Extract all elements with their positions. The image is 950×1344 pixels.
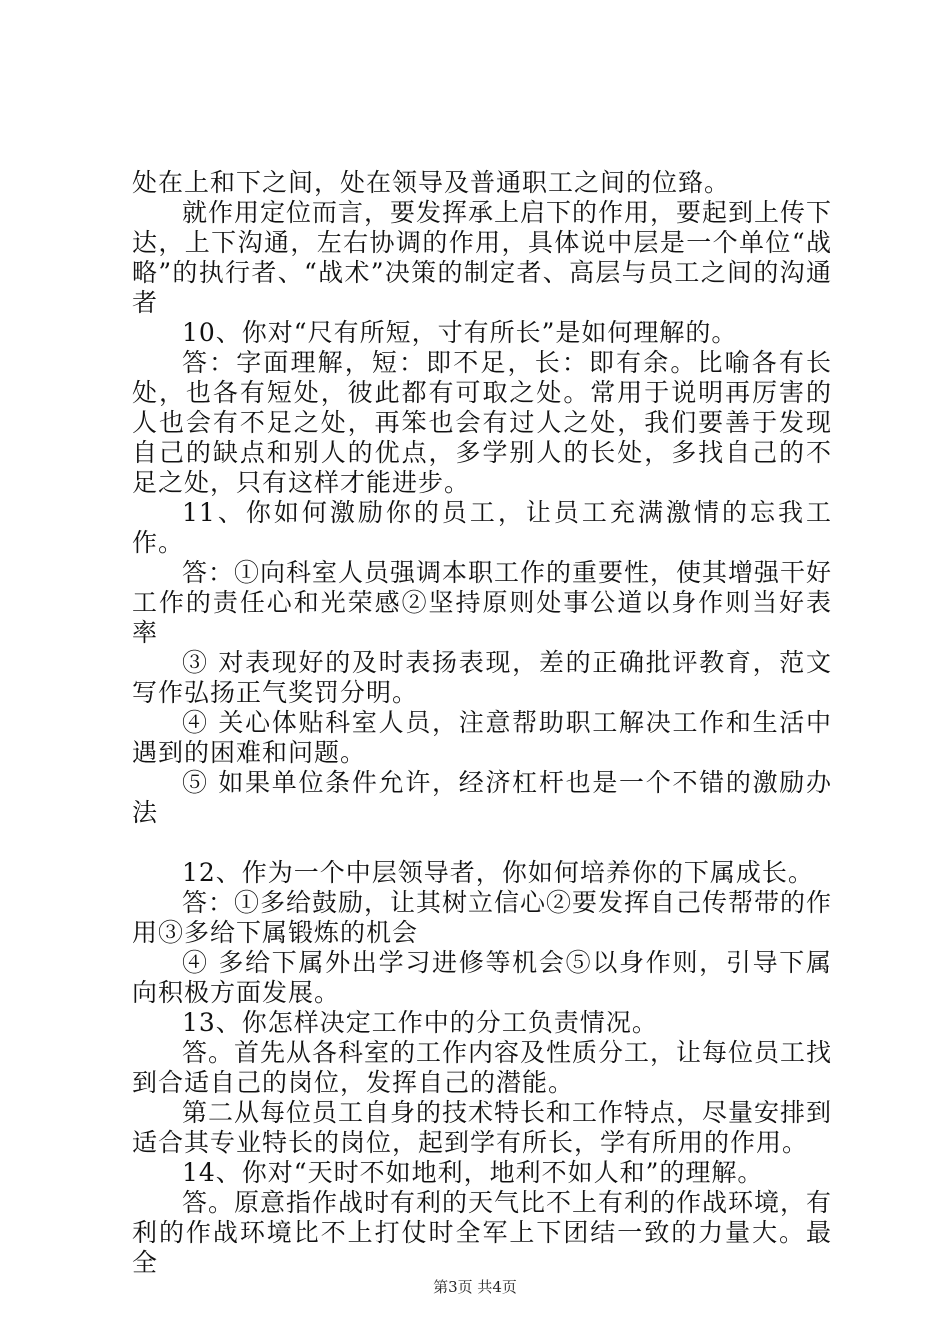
question-14: 14、你对“天时不如地利，地利不如人和”的理解。 (182, 1158, 764, 1187)
answer-12-item-4: ④ 多给下属外出学习进修等机会⑤以身作则，引导下属向积极方面发展。 (132, 948, 832, 1007)
question-13: 13、你怎样决定工作中的分工负责情况。 (182, 1008, 658, 1037)
question-10: 10、你对“尺有所短，寸有所长”是如何理解的。 (182, 318, 738, 347)
question-11: 11、你如何激励你的员工，让员工充满激情的忘我工作。 (132, 498, 832, 557)
answer-14: 答。原意指作战时有利的天气比不上有利的作战环境，有利的作战环境比不上打仗时全军上下团结一致的力量大。最全 (132, 1188, 833, 1277)
answer-11-item-3: ③ 对表现好的及时表扬表现，差的正确批评教育，范文写作弘扬正气奖罚分明。 (132, 648, 832, 707)
answer-11: 答：①向科室人员强调本职工作的重要性，使其增强干好工作的责任心和光荣感②坚持原则处事公道以身作则当好表率 (132, 558, 833, 647)
document-body (132, 168, 832, 1278)
paragraph: 处在上和下之间，处在领导及普通职工之间的位臵。 (132, 168, 731, 197)
answer-11-item-4: ④ 关心体贴科室人员，注意帮助职工解决工作和生活中遇到的困难和问题。 (132, 708, 832, 767)
answer-13: 答。首先从各科室的工作内容及性质分工，让每位员工找到合适自己的岗位，发挥自己的潜能。 (132, 1038, 833, 1097)
question-12: 12、作为一个中层领导者，你如何培养你的下属成长。 (182, 858, 814, 887)
answer-10: 答：字面理解，短：即不足，长：即有余。比喻各有长处，也各有短处，彼此都有可取之处。常用于说明再厉害的人也会有不足之处，再笨也会有过人之处，我们要善于发现自己的缺点和别人的优点，多学别人的长处，多找自己的不足之处，只有这样才能进步。 (132, 348, 832, 497)
paragraph: 就作用定位而言，要发挥承上启下的作用，要起到上传下达，上下沟通，左右协调的作用，具体说中层是一个单位“战略”的执行者、“战术”决策的制定者、高层与员工之间的沟通者 (132, 198, 833, 317)
page-number-footer: 第3页 共4页 (433, 1278, 517, 1296)
answer-12: 答：①多给鼓励，让其树立信心②要发挥自己传帮带的作用③多给下属锻炼的机会 (132, 888, 833, 947)
answer-13-second: 第二从每位员工自身的技术特长和工作特点，尽量安排到适合其专业特长的岗位，起到学有所长，学有所用的作用。 (132, 1098, 833, 1157)
answer-11-item-5: ⑤ 如果单位条件允许，经济杠杆也是一个不错的激励办法 (132, 768, 832, 827)
